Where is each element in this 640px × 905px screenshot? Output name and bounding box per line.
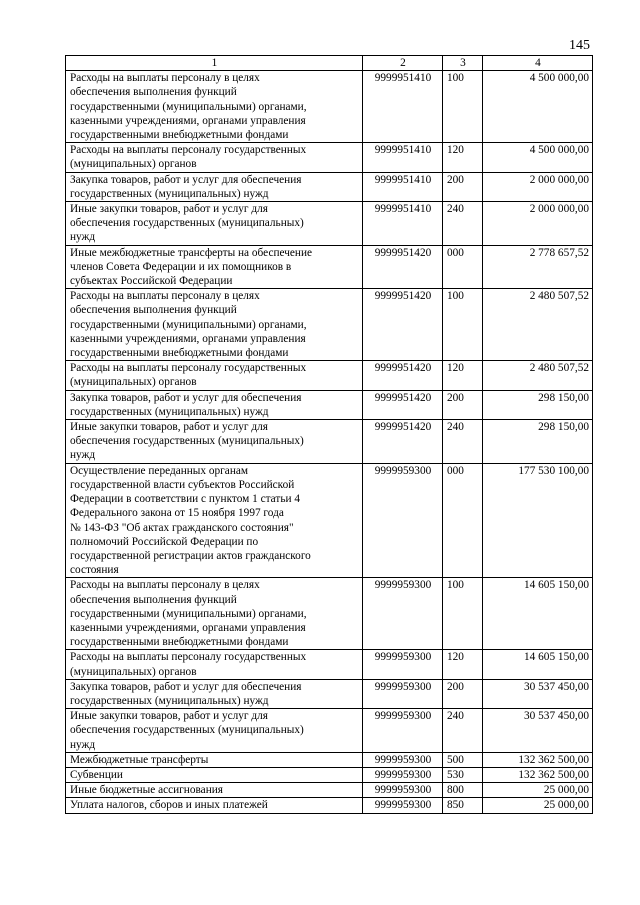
amount-cell: 2 000 000,00	[483, 172, 593, 201]
expense-name-line: членов Совета Федерации и их помощников в	[70, 260, 292, 273]
expense-name-line: Субвенции	[70, 768, 123, 781]
expense-name-line: казенными учреждениями, органами управления	[70, 621, 306, 634]
target-code-cell: 9999951410	[363, 202, 443, 246]
expense-name-cell	[66, 245, 363, 289]
expense-name-line: Расходы на выплаты персоналу государственных	[70, 651, 307, 664]
expense-name-line: нужд	[70, 449, 96, 462]
expense-type-cell: 240	[443, 420, 483, 464]
table-row	[66, 420, 593, 464]
expense-name-line: нужд	[70, 231, 96, 244]
table-row	[66, 202, 593, 246]
expense-name-line: государственными внебюджетными фондами	[70, 347, 289, 360]
amount-cell: 2 000 000,00	[483, 202, 593, 246]
amount-cell: 2 480 507,52	[483, 361, 593, 390]
expense-name-cell	[66, 143, 363, 172]
expense-name-line: полномочий Российской Федерации по	[70, 535, 259, 548]
table-row	[66, 289, 593, 361]
amount-cell: 30 537 450,00	[483, 679, 593, 708]
expense-name-cell	[66, 767, 363, 782]
target-code-cell: 9999951420	[363, 289, 443, 361]
expense-name-line: Расходы на выплаты персоналу в целях	[70, 579, 260, 592]
amount-cell: 2 480 507,52	[483, 289, 593, 361]
amount-cell: 298 150,00	[483, 420, 593, 464]
column-header-amount: 4	[483, 56, 593, 71]
expense-name-line: Иные закупки товаров, работ и услуг для	[70, 421, 268, 434]
table-row	[66, 798, 593, 813]
amount-cell: 14 605 150,00	[483, 578, 593, 650]
expense-name-cell	[66, 709, 363, 753]
table-row	[66, 71, 593, 143]
amount-cell: 132 362 500,00	[483, 767, 593, 782]
table-row	[66, 650, 593, 679]
table-row	[66, 783, 593, 798]
expense-name-line: Расходы на выплаты персоналу в целях	[70, 72, 260, 85]
expense-name-line: Иные закупки товаров, работ и услуг для	[70, 710, 268, 723]
table-row	[66, 767, 593, 782]
expense-name-line: государственными (муниципальными) органами,	[70, 318, 307, 331]
expense-name-line: Иные межбюджетные трансферты на обеспечение	[70, 246, 313, 259]
expense-name-cell	[66, 578, 363, 650]
expense-name-line: Закупка товаров, работ и услуг для обеспечения	[70, 680, 302, 693]
amount-cell: 30 537 450,00	[483, 709, 593, 753]
expense-name-line: государственных (муниципальных) нужд	[70, 694, 269, 707]
expense-name-line: Иные бюджетные ассигнования	[70, 784, 223, 797]
table-row	[66, 463, 593, 578]
expense-type-cell: 000	[443, 245, 483, 289]
expense-name-line: состояния	[70, 564, 119, 577]
target-code-cell: 9999951410	[363, 143, 443, 172]
expense-name-line: обеспечения выполнения функций	[70, 86, 237, 99]
expense-name-line: государственными внебюджетными фондами	[70, 129, 289, 142]
expense-type-cell: 000	[443, 463, 483, 578]
expense-name-line: обеспечения выполнения функций	[70, 304, 237, 317]
expense-name-line: Федерального закона от 15 ноября 1997 года	[70, 507, 284, 520]
target-code-cell: 9999951420	[363, 390, 443, 419]
expense-name-cell	[66, 71, 363, 143]
expense-type-cell: 120	[443, 361, 483, 390]
expense-type-cell: 240	[443, 202, 483, 246]
expense-name-line: Межбюджетные трансферты	[70, 753, 209, 766]
expense-name-line: государственных (муниципальных) нужд	[70, 187, 269, 200]
expense-type-cell: 200	[443, 679, 483, 708]
expense-name-line: субъектах Российской Федерации	[70, 275, 233, 288]
amount-cell: 2 778 657,52	[483, 245, 593, 289]
target-code-cell: 9999959300	[363, 798, 443, 813]
expense-type-cell: 800	[443, 783, 483, 798]
expense-type-cell: 240	[443, 709, 483, 753]
expense-name-line: Расходы на выплаты персоналу государственных	[70, 362, 307, 375]
target-code-cell: 9999951420	[363, 361, 443, 390]
expense-name-line: Осуществление переданных органам	[70, 464, 249, 477]
amount-cell: 298 150,00	[483, 390, 593, 419]
expense-name-line: Федерации в соответствии с пунктом 1 статьи 4	[70, 493, 300, 506]
expense-name-line: обеспечения государственных (муниципальных)	[70, 435, 304, 448]
expense-name-cell	[66, 361, 363, 390]
expense-type-cell: 120	[443, 650, 483, 679]
expense-name-line: государственной регистрации актов гражданского	[70, 549, 311, 562]
expense-name-cell	[66, 650, 363, 679]
expense-type-cell: 120	[443, 143, 483, 172]
expense-name-cell	[66, 289, 363, 361]
expense-type-cell: 100	[443, 578, 483, 650]
expense-name-line: государственными (муниципальными) органами,	[70, 100, 307, 113]
expense-name-line: (муниципальных) органов	[70, 665, 197, 678]
table-row	[66, 361, 593, 390]
target-code-cell: 9999959300	[363, 463, 443, 578]
column-header-type: 3	[443, 56, 483, 71]
table-row	[66, 143, 593, 172]
table-row	[66, 709, 593, 753]
expense-name-line: (муниципальных) органов	[70, 376, 197, 389]
expense-name-cell	[66, 172, 363, 201]
expense-type-cell: 200	[443, 172, 483, 201]
expense-name-line: государственными внебюджетными фондами	[70, 636, 289, 649]
amount-cell: 14 605 150,00	[483, 650, 593, 679]
table-row	[66, 752, 593, 767]
expense-name-line: Уплата налогов, сборов и иных платежей	[70, 799, 268, 812]
table-row	[66, 578, 593, 650]
amount-cell: 25 000,00	[483, 798, 593, 813]
target-code-cell: 9999959300	[363, 709, 443, 753]
expense-type-cell: 100	[443, 71, 483, 143]
expense-name-line: Иные закупки товаров, работ и услуг для	[70, 203, 268, 216]
expense-type-cell: 200	[443, 390, 483, 419]
amount-cell: 177 530 100,00	[483, 463, 593, 578]
target-code-cell: 9999959300	[363, 578, 443, 650]
budget-table	[65, 55, 593, 814]
expense-name-line: Закупка товаров, работ и услуг для обеспечения	[70, 391, 302, 404]
table-row	[66, 245, 593, 289]
expense-type-cell: 100	[443, 289, 483, 361]
expense-name-line: (муниципальных) органов	[70, 158, 197, 171]
expense-name-line: № 143-ФЗ "Об актах гражданского состояния"	[70, 521, 294, 534]
table-body	[66, 71, 593, 813]
table-header-row	[66, 56, 593, 71]
amount-cell: 25 000,00	[483, 783, 593, 798]
expense-name-line: обеспечения выполнения функций	[70, 593, 237, 606]
expense-name-cell	[66, 798, 363, 813]
column-header-name: 1	[66, 56, 363, 71]
expense-name-line: казенными учреждениями, органами управления	[70, 332, 306, 345]
expense-name-line: казенными учреждениями, органами управления	[70, 114, 306, 127]
target-code-cell: 9999959300	[363, 650, 443, 679]
amount-cell: 4 500 000,00	[483, 143, 593, 172]
table-row	[66, 390, 593, 419]
expense-name-line: Расходы на выплаты персоналу государственных	[70, 144, 307, 157]
expense-type-cell: 530	[443, 767, 483, 782]
expense-name-line: государственных (муниципальных) нужд	[70, 405, 269, 418]
table-row	[66, 679, 593, 708]
expense-name-line: нужд	[70, 738, 96, 751]
expense-name-cell	[66, 420, 363, 464]
expense-name-line: обеспечения государственных (муниципальных)	[70, 724, 304, 737]
target-code-cell: 9999951420	[363, 245, 443, 289]
column-header-code: 2	[363, 56, 443, 71]
expense-name-cell	[66, 390, 363, 419]
table-row	[66, 172, 593, 201]
target-code-cell: 9999951420	[363, 420, 443, 464]
expense-name-line: обеспечения государственных (муниципальных)	[70, 217, 304, 230]
target-code-cell: 9999951410	[363, 71, 443, 143]
amount-cell: 132 362 500,00	[483, 752, 593, 767]
expense-type-cell: 500	[443, 752, 483, 767]
target-code-cell: 9999959300	[363, 679, 443, 708]
expense-name-cell	[66, 752, 363, 767]
amount-cell: 4 500 000,00	[483, 71, 593, 143]
expense-name-cell	[66, 679, 363, 708]
target-code-cell: 9999951410	[363, 172, 443, 201]
expense-type-cell: 850	[443, 798, 483, 813]
expense-name-cell	[66, 783, 363, 798]
expense-name-line: Расходы на выплаты персоналу в целях	[70, 290, 260, 303]
target-code-cell: 9999959300	[363, 783, 443, 798]
target-code-cell: 9999959300	[363, 752, 443, 767]
expense-name-line: Закупка товаров, работ и услуг для обеспечения	[70, 173, 302, 186]
target-code-cell: 9999959300	[363, 767, 443, 782]
page-number: 145	[569, 38, 590, 53]
expense-name-line: государственной власти субъектов Российской	[70, 478, 295, 491]
expense-name-line: государственными (муниципальными) органами,	[70, 607, 307, 620]
expense-name-cell	[66, 463, 363, 578]
expense-name-cell	[66, 202, 363, 246]
